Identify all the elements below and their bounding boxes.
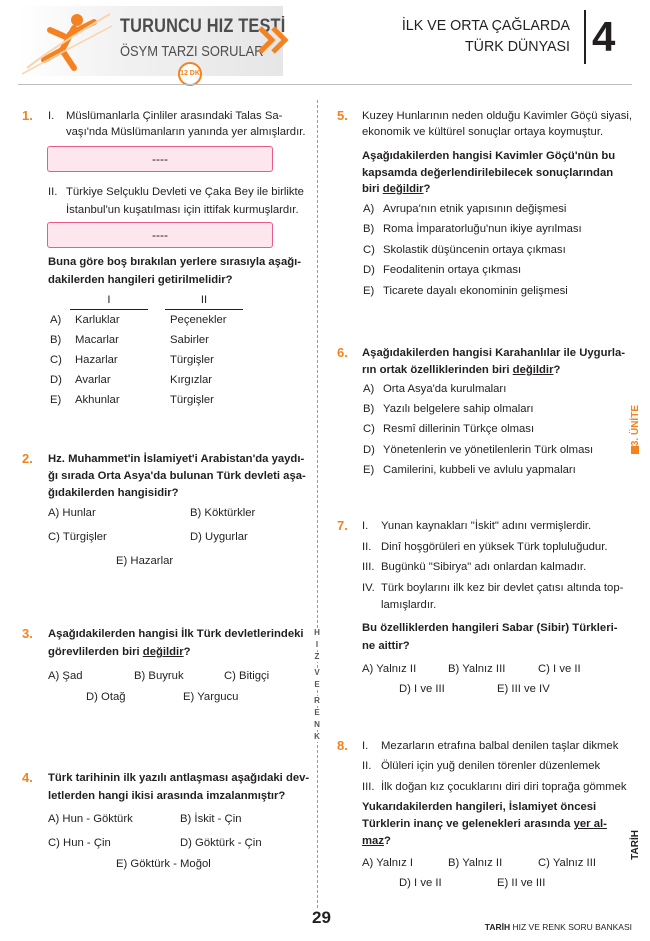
answer-option[interactable]: A) Yalnız I (362, 857, 414, 869)
answer-text: Orta Asya'da kurulmaları (383, 383, 507, 395)
answer-col1: Macarlar (75, 334, 119, 346)
answer-letter[interactable]: A) (363, 203, 375, 215)
answer-letter[interactable]: E) (363, 285, 375, 297)
answer-option[interactable]: E) Göktürk - Moğol (116, 858, 211, 870)
question-number: 8. (337, 738, 348, 753)
column-rule (165, 309, 243, 310)
item-label: III. (362, 561, 375, 573)
emphasis: maz (362, 835, 384, 847)
answer-col2: Sabirler (170, 334, 209, 346)
page-number: 29 (312, 908, 331, 927)
question-stem: Aşağıdakilerden hangisi İlk Türk devletlerindeki (48, 628, 304, 640)
answer-option[interactable]: E) III ve IV (497, 683, 550, 695)
answer-col2: Kırgızlar (170, 374, 213, 386)
item-label: I. (362, 520, 369, 532)
question-number: 4. (22, 770, 33, 785)
question-stem: Buna göre boş bırakılan yerlere sırasıyla aşağı- (48, 256, 302, 268)
footer-title: TARİH HIZ VE RENK SORU BANKASI (484, 922, 632, 932)
answer-option[interactable]: A) Hunlar (48, 507, 96, 519)
question-stem: letlerden hangi ikisi arasında imzalanmıştır? (48, 790, 286, 802)
item-label: I. (48, 110, 55, 122)
question-stem: rın ortak özelliklerinden biri değildir? (362, 364, 561, 376)
answer-letter[interactable]: B) (50, 334, 62, 346)
question-stem: maz? (362, 835, 391, 847)
answer-option[interactable]: E) Yargucu (183, 691, 239, 703)
answer-letter[interactable]: B) (363, 403, 375, 415)
item-text: Ölüleri için yuğ denilen törenler düzenlemek (381, 760, 601, 772)
runner-logo-icon (22, 8, 112, 78)
question-number: 3. (22, 626, 33, 641)
answer-letter[interactable]: A) (50, 314, 62, 326)
topic-title-line1: İLK VE ORTA ÇAĞLARDA (401, 17, 570, 34)
question-stem: Hz. Muhammet'in İslamiyet'i Arabistan'da yaydı- (48, 453, 305, 465)
answer-letter[interactable]: B) (363, 223, 375, 235)
answer-col1: Hazarlar (75, 354, 118, 366)
blank-box: ---- (47, 222, 273, 248)
answer-option[interactable]: A) Yalnız II (362, 663, 417, 675)
answer-text: Resmî dillerinin Türkçe olması (383, 423, 535, 435)
question-stem: Türklerin inanç ve gelenekleri arasında yer al- (362, 818, 607, 830)
answer-col2: Türgişler (170, 394, 214, 406)
answer-letter[interactable]: E) (50, 394, 62, 406)
item-text: İlk doğan kız çocuklarını diri diri toprağa gömmek (381, 781, 627, 793)
item-label: III. (362, 781, 375, 793)
topic-separator (584, 10, 586, 64)
question-intro: ekonomik ve kültürel sonuçlar ortaya koymuştur. (362, 126, 604, 138)
item-label: II. (48, 186, 58, 198)
logo-subtitle: ÖSYM TARZI SORULAR (120, 43, 264, 60)
answer-option[interactable]: B) İskit - Çin (180, 813, 242, 825)
question-number: 6. (337, 345, 348, 360)
answer-option[interactable]: D) I ve II (399, 877, 442, 889)
item-text: vaşı'nda Müslümanların yanında yer almışlardır. (66, 126, 306, 138)
divider-letter: H (311, 628, 323, 638)
answer-letter[interactable]: D) (363, 264, 375, 276)
unit-marker (631, 446, 639, 454)
answer-option[interactable]: D) Otağ (86, 691, 126, 703)
divider-letter: E (311, 680, 323, 690)
question-number: 1. (22, 108, 33, 123)
column-rule (70, 309, 148, 310)
item-text: Yunan kaynakları "İskit" adını vermişlerdir. (381, 520, 592, 532)
item-text: lamışlardır. (381, 599, 437, 611)
answer-text: Feodalitenin ortaya çıkması (383, 264, 522, 276)
question-stem: Aşağıdakilerden hangisi Karahanlılar ile Uygurla- (362, 347, 626, 359)
answer-option[interactable]: B) Yalnız III (448, 663, 506, 675)
emphasis: yer al- (573, 818, 607, 830)
item-text: Bugünkü "Sibirya" adı onlardan kalmadır. (381, 561, 587, 573)
answer-option[interactable]: A) Şad (48, 670, 83, 682)
divider-letter: Z (311, 652, 323, 662)
question-stem: biri değildir? (362, 183, 431, 195)
answer-option[interactable]: C) Türgişler (48, 531, 107, 543)
item-label: II. (362, 541, 372, 553)
divider-letter: R (311, 696, 323, 706)
item-text: İstanbul'un kuşatılması için ittifak kurmuşlardır. (66, 204, 299, 216)
answer-option[interactable]: B) Buyruk (134, 670, 184, 682)
divider-letter: V (311, 668, 323, 678)
question-stem: kapsamda değerlendirilebilecek sonuçlarından (362, 167, 614, 179)
answer-letter[interactable]: D) (50, 374, 62, 386)
answer-text: Roma İmparatorluğu'nun ikiye ayrılması (383, 223, 582, 235)
test-number: 4 (592, 13, 616, 60)
divider-letter: K (311, 732, 323, 742)
emphasis: değildir (142, 646, 184, 658)
item-label: II. (362, 760, 372, 772)
question-stem: dakilerden hangileri getirilmelidir? (48, 274, 233, 286)
answer-letter[interactable]: A) (363, 383, 375, 395)
answer-col1: Karluklar (75, 314, 120, 326)
answer-option[interactable]: D) I ve III (399, 683, 445, 695)
answer-option[interactable]: A) Hun - Göktürk (48, 813, 133, 825)
answer-text: Camilerini, kubbeli ve avlulu yapmaları (383, 464, 576, 476)
question-stem: ğı sırada Orta Asya'da bulunan Türk devleti aşa- (48, 470, 306, 482)
unit-label: 3. ÜNİTE (630, 405, 641, 447)
answer-option[interactable]: D) Uygurlar (190, 531, 248, 543)
divider-letter: N (311, 720, 323, 730)
topic-title-line2: TÜRK DÜNYASI (464, 38, 570, 55)
answer-col2: Türgişler (170, 354, 214, 366)
answer-option[interactable]: E) II ve III (497, 877, 546, 889)
answer-text: Yazılı belgelere sahip olmaları (383, 403, 534, 415)
item-text: Dinî hoşgörüleri en yüksek Türk topluluğudur. (381, 541, 608, 553)
question-number: 2. (22, 451, 33, 466)
emphasis: değildir (382, 183, 424, 195)
answer-text: Ticarete dayalı ekonominin gelişmesi (383, 285, 568, 297)
item-label: I. (362, 740, 369, 752)
chevron-right-icon (256, 24, 292, 56)
answer-letter[interactable]: C) (363, 244, 375, 256)
answer-letter[interactable]: C) (363, 423, 375, 435)
answer-text: Avrupa'nın etnik yapısının değişmesi (383, 203, 567, 215)
answer-option[interactable]: E) Hazarlar (116, 555, 174, 567)
answer-letter[interactable]: C) (50, 354, 62, 366)
item-label: IV. (362, 582, 375, 594)
question-stem: Yukarıdakilerden hangileri, İslamiyet öncesi (362, 801, 597, 813)
item-text: Türkiye Selçuklu Devleti ve Çaka Bey ile birlikte (66, 186, 304, 198)
divider-letter: E (311, 708, 323, 718)
answer-option[interactable]: B) Köktürkler (190, 507, 256, 519)
answer-option[interactable]: C) Yalnız III (538, 857, 596, 869)
item-text: Mezarların etrafına balbal denilen taşlar dikmek (381, 740, 619, 752)
answer-text: Skolastik düşüncenin ortaya çıkması (383, 244, 566, 256)
question-stem: ğıdakilerden hangisidir? (48, 487, 179, 499)
question-number: 5. (337, 108, 348, 123)
emphasis: değildir (512, 364, 554, 376)
blank-box: ---- (47, 146, 273, 172)
answer-option[interactable]: C) Hun - Çin (48, 837, 111, 849)
question-stem: Türk tarihinin ilk yazılı antlaşması aşağıdaki dev- (48, 772, 310, 784)
subject-label: TARİH (630, 830, 641, 860)
logo-title: TURUNCU HIZ TESTİ (120, 16, 286, 37)
item-text: Türk boylarını ilk kez bir devlet çatısı altında top- (381, 582, 624, 594)
question-stem: Aşağıdakilerden hangisi Kavimler Göçü'nün bu (362, 150, 616, 162)
question-number: 7. (337, 518, 348, 533)
answer-option[interactable]: D) Göktürk - Çin (180, 837, 262, 849)
answer-option[interactable]: C) Bitigçi (224, 670, 270, 682)
answer-col1: Akhunlar (75, 394, 120, 406)
column-head-i: I (107, 294, 111, 306)
question-intro: Kuzey Hunlarının neden olduğu Kavimler Göçü siyasi, (362, 110, 633, 122)
answer-col1: Avarlar (75, 374, 111, 386)
answer-text: Yönetenlerin ve yönetilenlerin Türk olması (383, 444, 594, 456)
answer-option[interactable]: B) Yalnız II (448, 857, 503, 869)
question-stem: görevlilerden biri değildir? (48, 646, 191, 658)
question-stem: Bu özelliklerden hangileri Sabar (Sibir) Türkleri- (362, 622, 618, 634)
answer-letter[interactable]: D) (363, 444, 375, 456)
column-head-ii: II (200, 294, 208, 306)
time-badge: 12 DK (178, 62, 202, 86)
answer-option[interactable]: C) I ve II (538, 663, 581, 675)
item-text: Müslümanlarla Çinliler arasındaki Talas Sa- (66, 110, 283, 122)
column-divider (317, 100, 318, 908)
question-stem: ne aittir? (362, 640, 410, 652)
header-divider (18, 84, 632, 85)
answer-letter[interactable]: E) (363, 464, 375, 476)
answer-col2: Peçenekler (170, 314, 227, 326)
divider-letter: I (311, 640, 323, 650)
